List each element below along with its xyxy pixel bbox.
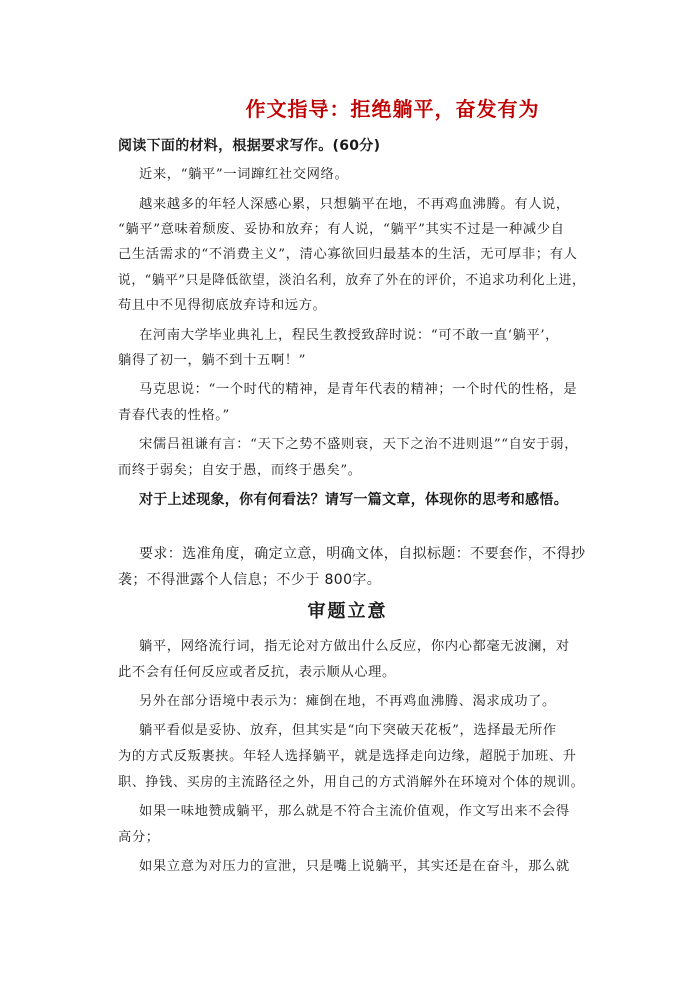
analysis-paragraph-1-line-1: 躺平，网络流行词，指无论对方做出什么反应，你内心都毫无波澜，对 bbox=[139, 639, 570, 654]
material-paragraph-4-line-1: 马克思说：“一个时代的精神，是青年代表的精神；一个时代的性格，是 bbox=[139, 382, 578, 397]
analysis-paragraph-4-line-2: 高分； bbox=[118, 830, 160, 845]
material-paragraph-2-line-5: 苟且中不见得彻底放弃诗和远方。 bbox=[118, 298, 327, 313]
analysis-paragraph-3-line-3: 职、挣钱、买房的主流路径之外，用自己的方式消解外在环境对个体的规训。 bbox=[118, 775, 585, 790]
instruction-text: 阅读下面的材料，根据要求写作。(60分) bbox=[118, 138, 381, 154]
material-paragraph-3-line-2: 躺得了初一，躺不到十五啊！” bbox=[118, 353, 307, 368]
material-paragraph-2-line-1: 越来越多的年轻人深感心累，只想躺平在地，不再鸡血沸腾。有人说， bbox=[139, 197, 570, 212]
writing-prompt-question: 对于上述现象，你有何看法？请写一篇文章，体现你的思考和感悟。 bbox=[139, 492, 568, 508]
requirements-line-2: 袭；不得泄露个人信息；不少于 800字。 bbox=[118, 572, 382, 588]
analysis-paragraph-5-line-1: 如果立意为对压力的宣泄，只是嘴上说躺平，其实还是在奋斗，那么就 bbox=[139, 859, 570, 874]
analysis-paragraph-3-line-1: 躺平看似是妥协、放弃，但其实是“向下突破天花板”，选择最无所作 bbox=[139, 723, 557, 738]
material-paragraph-2-line-3: 己生活需求的“不消费主义”，清心寡欲回归最基本的生活，无可厚非；有人 bbox=[118, 247, 578, 262]
document-title: 作文指导：拒绝躺平，奋发有为 bbox=[245, 97, 540, 121]
requirements-line-1: 要求：选准角度，确定立意，明确文体，自拟标题：不要套作，不得抄 bbox=[139, 546, 586, 562]
analysis-paragraph-3-line-2: 为的方式反叛裹挟。年轻人选择躺平，就是选择走向边缘，超脱于加班、升 bbox=[118, 749, 577, 764]
material-paragraph-1: 近来，“躺平”一词蹿红社交网络。 bbox=[139, 167, 349, 182]
material-paragraph-4-line-2: 青春代表的性格。” bbox=[118, 408, 230, 423]
analysis-paragraph-1-line-2: 此不会有任何反应或者反抗，表示顺从心理。 bbox=[118, 665, 396, 680]
material-paragraph-2-line-4: 说，“躺平”只是降低欲望，淡泊名利，放弃了外在的评价，不追求功利化上进， bbox=[118, 273, 586, 288]
material-paragraph-5-line-1: 宋儒吕祖谦有言：“天下之势不盛则衰，天下之治不进则退”“自安于弱， bbox=[139, 437, 579, 452]
section-heading: 审题立意 bbox=[307, 601, 388, 622]
material-paragraph-2-line-2: “躺平”意味着颓废、妥协和放弃；有人说，“躺平”其实不过是一种减少自 bbox=[118, 222, 565, 237]
material-paragraph-3-line-1: 在河南大学毕业典礼上，程民生教授致辞时说：“可不敢一直‘躺平’， bbox=[139, 328, 560, 343]
material-paragraph-5-line-2: 而终于弱矣；自安于愚，而终于愚矣”。 bbox=[118, 463, 362, 478]
analysis-paragraph-4-line-1: 如果一味地赞成躺平，那么就是不符合主流价值观，作文写出来不会得 bbox=[139, 804, 570, 819]
analysis-paragraph-2: 另外在部分语境中表示为：瘫倒在地，不再鸡血沸腾、渴求成功了。 bbox=[139, 694, 556, 709]
